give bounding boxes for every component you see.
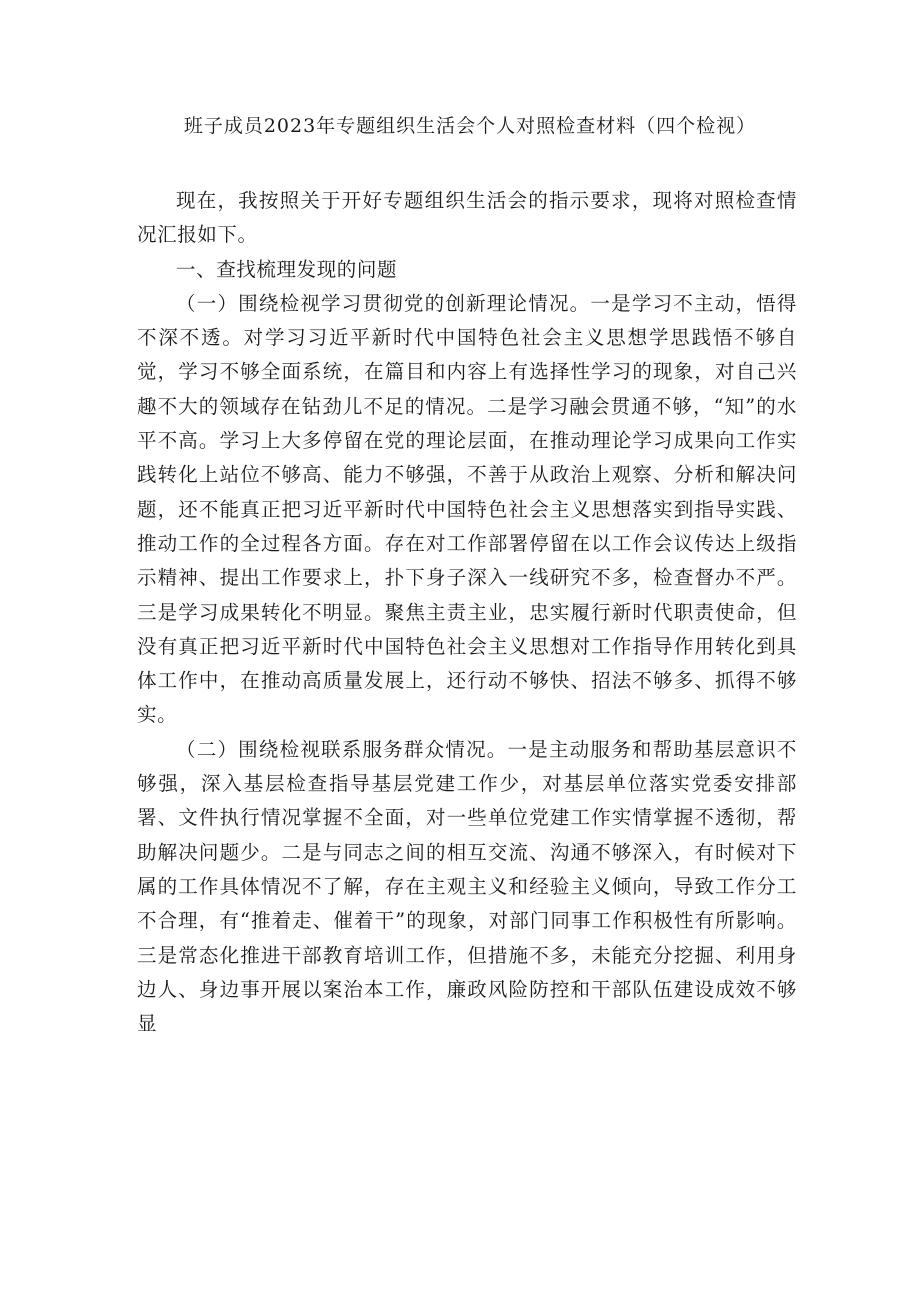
document-body <box>137 184 797 1041</box>
intro-paragraph: 现在，我按照关于开好专题组织生活会的指示要求，现将对照检查情况汇报如下。 <box>137 189 797 247</box>
document-title: 班子成员2023年专题组织生活会个人对照检查材料（四个检视） <box>183 115 757 137</box>
paragraph-serve-masses: （二）围绕检视联系服务群众情况。一是主动服务和帮助基层意识不够强，深入基层检查指导基层党建工作少，对基层单位落实党委安排部署、文件执行情况掌握不全面，对一些单位党建工作实情掌握不透彻，帮助解决问题少。二是与同志之间的相互交流、沟通不够深入，有时候对下属的工作具体情况不了解，存在主观主义和经验主义倾向，导致工作分工不合理，有“推着走、催着干”的现象，对部门同事工作积极性有所影响。三是常态化推进干部教育培训工作，但措施不多，未能充分挖掘、利用身边人、身边事开展以案治本工作，廉政风险防控和干部队伍建设成效不够显 <box>137 737 797 1036</box>
section-heading: 一、查找梳理发现的问题 <box>176 257 398 281</box>
paragraph-study-theory: （一）围绕检视学习贯彻党的创新理论情况。一是学习不主动，悟得不深不透。对学习习近平新时代中国特色社会主义思想学思践悟不够自觉，学习不够全面系统，在篇目和内容上有选择性学习的现象，对自己兴趣不大的领域存在钻劲儿不足的情况。二是学习融会贯通不够，“知”的水平不高。学习上大多停留在党的理论层面，在推动理论学习成果向工作实践转化上站位不够高、能力不够强，不善于从政治上观察、分析和解决问题，还不能真正把习近平新时代中国特色社会主义思想落实到指导实践、推动工作的全过程各方面。存在对工作部署停留在以工作会议传达上级指示精神、提出工作要求上，扑下身子深入一线研究不多，检查督办不严。三是学习成果转化不明显。聚焦主责主业，忠实履行新时代职责使命，但没有真正把习近平新时代中国特色社会主义思想对工作指导作用转化到具体工作中，在推动高质量发展上，还行动不够快、招法不够多、抓得不够实。 <box>137 291 797 727</box>
